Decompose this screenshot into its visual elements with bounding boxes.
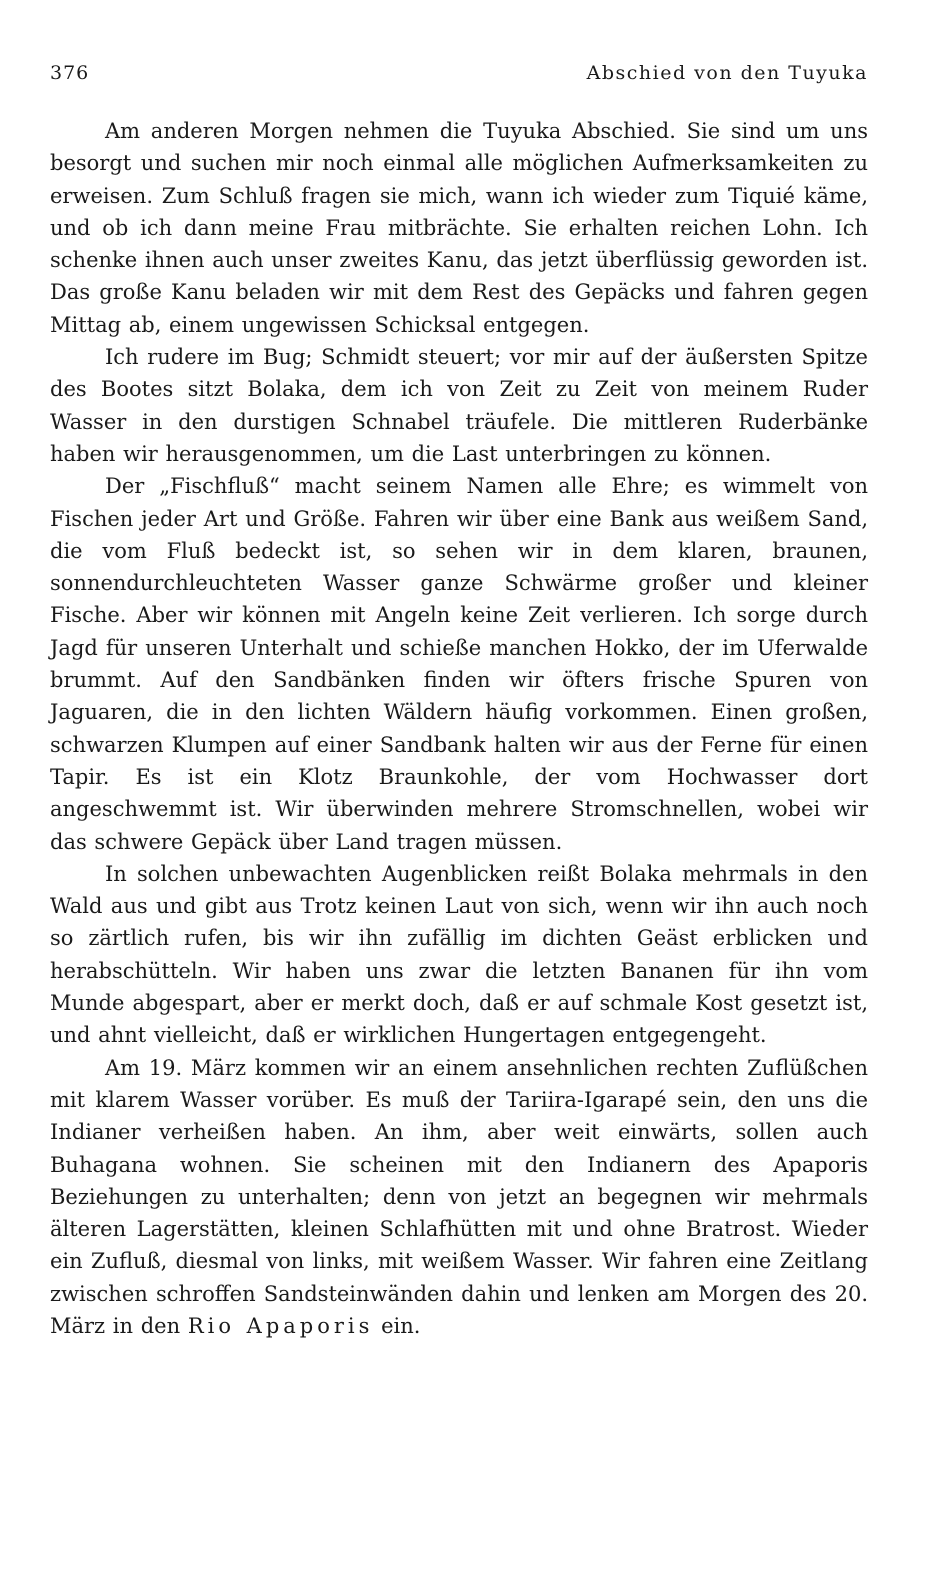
paragraph-5 [50,1052,868,1343]
closing-word: ein. [381,1313,421,1338]
page-body [50,115,868,1342]
paragraph-4: In solchen unbewachten Augenblicken reißt Bolaka mehrmals in den Wald aus und gibt aus Trotz keinen Laut von sich, wenn wir ihn auch noch so zärtlich rufen, bis wir ihn zufällig im dichten Geäst erblicken und herabschütteln. Wir haben uns zwar die letzten Bananen für ihn vom Munde abgespart, aber er merkt doch, daß er auf schmale Kost gesetzt ist, und ahnt vielleicht, daß er wirklichen Hungertagen entgegengeht. [50,861,868,1048]
paragraph-2: Ich rudere im Bug; Schmidt steuert; vor mir auf der äußersten Spitze des Bootes sitzt Bolaka, dem ich von Zeit zu Zeit von meinem Ruder Wasser in den durstigen Schnabel träufele. Die mittleren Ruderbänke haben wir herausgenommen, um die Last unterbringen zu können. [50,345,868,466]
paragraph-5-text: Am 19. März kommen wir an einem ansehnlichen rechten Zuflüßchen mit klarem Wasser vorüber. Es muß der Tariira-Igarapé sein, den uns die Indianer verheißen haben. An ihm, aber weit einwärts, sollen auch Buhagana wohnen. Sie scheinen mit den Indianern des Apaporis Beziehungen zu unterhalten; denn von jetzt an begegnen wir mehrmals älteren Lagerstätten, kleinen Schlafhütten mit und ohne Bratrost. Wieder ein Zufluß, diesmal von links, mit weißem Wasser. Wir fahren eine Zeitlang zwischen schroffen Sandsteinwänden dahin und lenken am Morgen des 20. März in den [50,1055,868,1338]
paragraph-1: Am anderen Morgen nehmen die Tuyuka Abschied. Sie sind um uns besorgt und suchen mir noch einmal alle möglichen Aufmerksamkeiten zu erweisen. Zum Schluß fragen sie mich, wann ich wieder zum Tiquié käme, und ob ich dann meine Frau mitbrächte. Sie erhalten reichen Lohn. Ich schenke ihnen auch unser zweites Kanu, das jetzt überflüssig geworden ist. Das große Kanu beladen wir mit dem Rest des Gepäcks und fahren gegen Mittag ab, einem ungewissen Schicksal entgegen. [50,119,868,337]
paragraph-3: Der „Fischfluß“ macht seinem Namen alle Ehre; es wimmelt von Fischen jeder Art und Größe. Fahren wir über eine Bank aus weißem Sand, die vom Fluß bedeckt ist, so sehen wir in dem klaren, braunen, sonnendurchleuchteten Wasser ganze Schwärme großer und kleiner Fische. Aber wir können mit Angeln keine Zeit verlieren. Ich sorge durch Jagd für unseren Unterhalt und schieße manchen Hokko, der im Uferwalde brummt. Auf den Sandbänken finden wir öfters frische Spuren von Jaguaren, die in den lichten Wäldern häufig vorkommen. Einen großen, schwarzen Klumpen auf einer Sandbank halten wir aus der Ferne für einen Tapir. Es ist ein Klotz Braunkohle, der vom Hochwasser dort angeschwemmt ist. Wir überwinden mehrere Stromschnellen, wobei wir das schwere Gepäck über Land tragen müssen. [50,474,868,854]
running-head: Abschied von den Tuyuka [586,62,868,84]
page-number: 376 [50,62,90,84]
page-header [50,62,868,92]
spaced-place-name: Rio Apaporis [187,1313,374,1338]
